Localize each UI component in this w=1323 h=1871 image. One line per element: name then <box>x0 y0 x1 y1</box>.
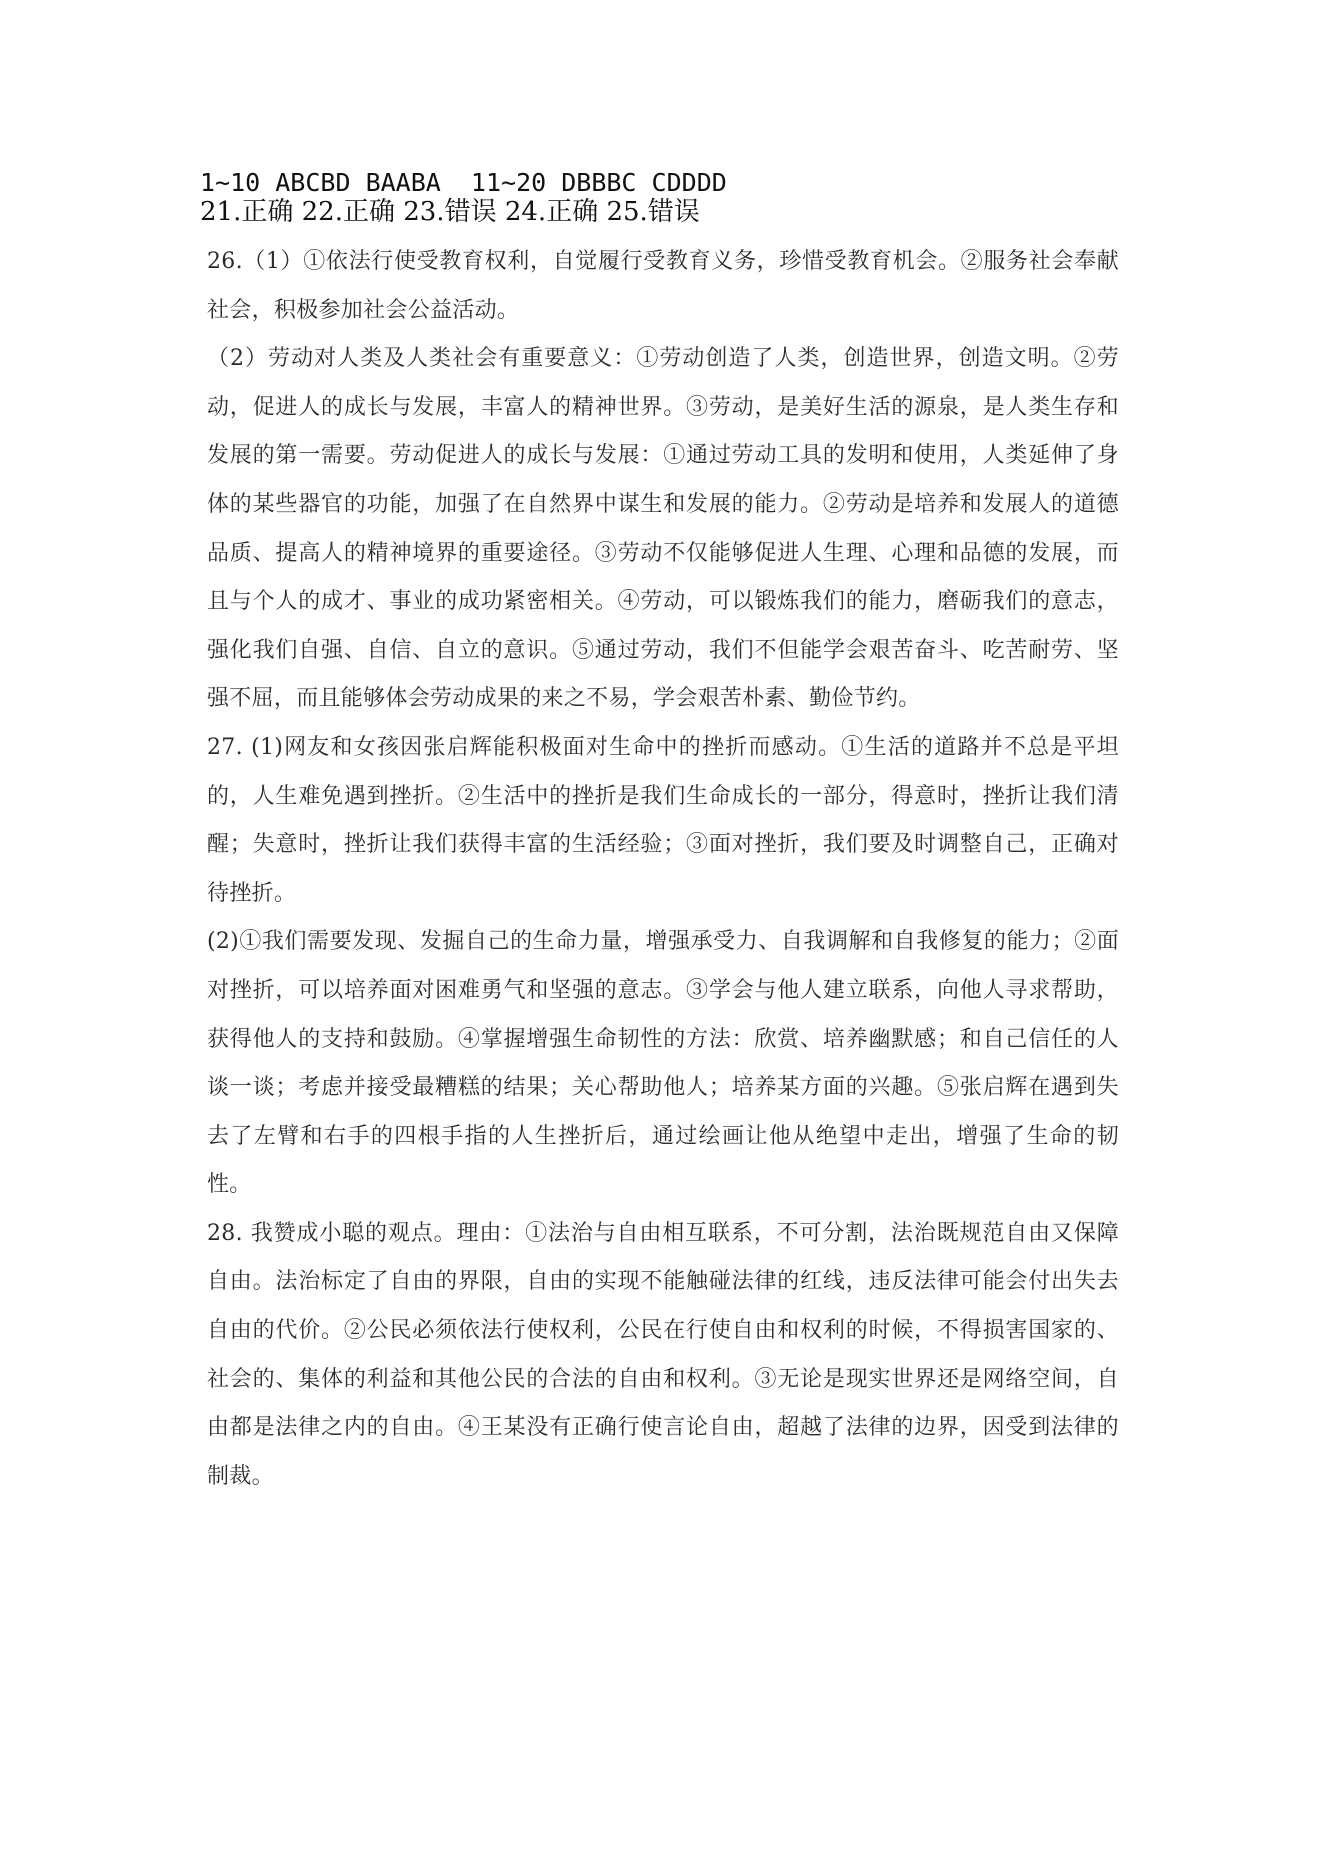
q26-part1-answer: 26.（1）①依法行使受教育权利，自觉履行受教育义务，珍惜受教育机会。②服务社会奉献社会，积极参加社会公益活动。 <box>207 249 1119 323</box>
multiple-choice-answers-line: 1~10 ABCBD BAABA 11~20 DBBBC CDDDD <box>200 168 727 197</box>
q28-answer: 28. 我赞成小聪的观点。理由：①法治与自由相互联系，不可分割，法治既规范自由又保障自由。法治标定了自由的界限，自由的实现不能触碰法律的红线，违反法律可能会付出失去自由的代价。②公民必须依法行使权利，公民在行使自由和权利的时候，不得损害国家的、社会的、集体的利益和其他公民的合法的自由和权利。③无论是现实世界还是网络空间，自由都是法律之内的自由。④王某没有正确行使言论自由，超越了法律的边界，因受到法律的制裁。 <box>207 1220 1119 1489</box>
q27-part1-answer: 27. (1)网友和女孩因张启辉能积极面对生命中的挫折而感动。①生活的道路并不总是平坦的，人生难免遇到挫折。②生活中的挫折是我们生命成长的一部分，得意时，挫折让我们清醒；失意时，挫折让我们获得丰富的生活经验；③面对挫折，我们要及时调整自己，正确对待挫折。 <box>207 734 1119 906</box>
q27-part2-answer: (2)①我们需要发现、发掘自己的生命力量，增强承受力、自我调解和自我修复的能力；②面对挫折，可以培养面对困难勇气和坚强的意志。③学会与他人建立联系，向他人寻求帮助，获得他人的支持和鼓励。④掌握增强生命韧性的方法：欣赏、培养幽默感；和自己信任的人谈一谈；考虑并接受最糟糕的结果；关心帮助他人；培养某方面的兴趣。⑤张启辉在遇到失去了左臂和右手的四根手指的人生挫折后，通过绘画让他从绝望中走出，增强了生命的韧性。 <box>207 929 1119 1198</box>
true-false-answers-line: 21.正确 22.正确 23.错误 24.正确 25.错误 <box>200 197 700 227</box>
q26-part2-answer: （2）劳动对人类及人类社会有重要意义：①劳动创造了人类，创造世界，创造文明。②劳动，促进人的成长与发展，丰富人的精神世界。③劳动，是美好生活的源泉，是人类生存和发展的第一需要。劳动促进人的成长与发展：①通过劳动工具的发明和使用，人类延伸了身体的某些器官的功能，加强了在自然界中谋生和发展的能力。②劳动是培养和发展人的道德品质、提高人的精神境界的重要途径。③劳动不仅能够促进人生理、心理和品德的发展，而且与个人的成才、事业的成功紧密相关。④劳动，可以锻炼我们的能力，磨砺我们的意志，强化我们自强、自信、自立的意识。⑤通过劳动，我们不但能学会艰苦奋斗、吃苦耐劳、坚强不屈，而且能够体会劳动成果的来之不易，学会艰苦朴素、勤俭节约。 <box>207 346 1119 712</box>
answers-body <box>207 238 1119 1501</box>
